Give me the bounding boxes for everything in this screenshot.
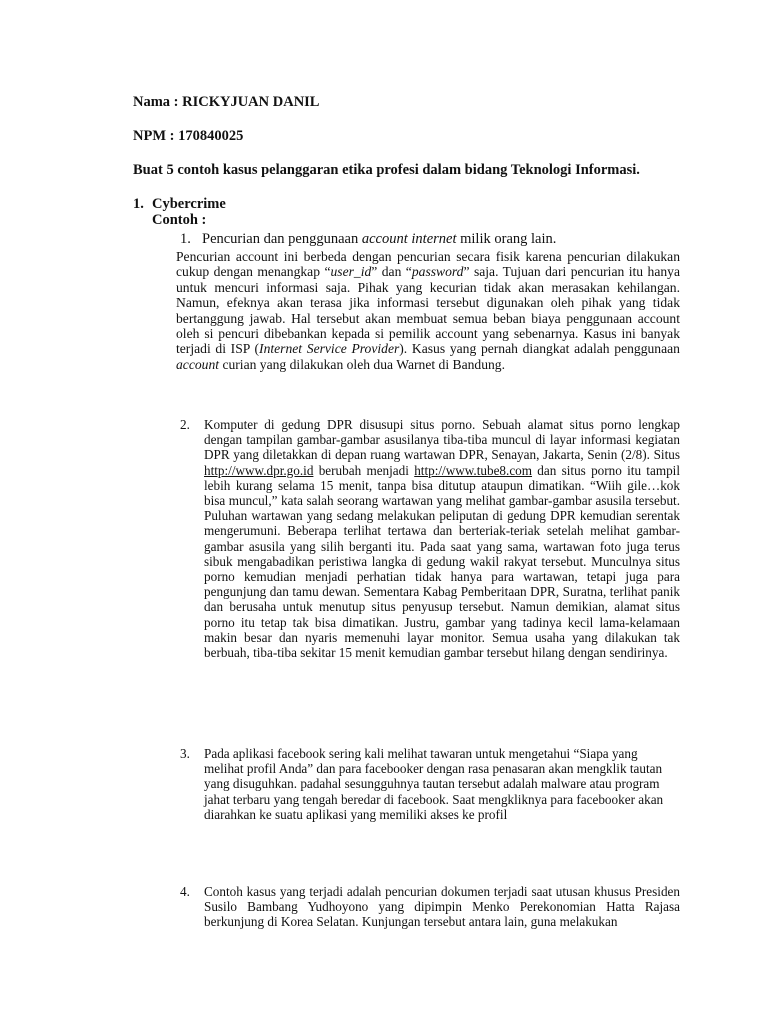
item1-body: Pencurian account ini berbeda dengan pencurian secara fisik karena pencurian dilakukan cukup dengan menangkap “user_id” dan “password” saja. Tujuan dari pencurian itu hanya untuk mencuri informasi saja. Pihak yang kecurian tidak akan merasakan kehilangan. Namun, efeknya akan terasa jika informasi tersebut digunakan oleh pihak yang tidak bertanggung jawab. Hal tersebut akan membuat semua beban biaya penggunaan account oleh si pencuri dibebankan kepada si pemilik account yang sebenarnya. Kasus ini banyak terjadi di ISP (Internet Service Provider). Kasus yang pernah diangkat adalah penggunaan account curian yang dilakukan oleh dua Warnet di Bandung. xyxy=(176,249,680,372)
section-heading xyxy=(133,196,226,213)
section-number: 1. xyxy=(133,196,144,212)
item3-number: 3. xyxy=(180,746,190,761)
item2-number: 2. xyxy=(180,417,190,432)
tube8-link[interactable]: http://www.tube8.com xyxy=(414,462,533,478)
student-name: Nama : RICKYJUAN DANIL xyxy=(133,94,320,110)
item2-body: Komputer di gedung DPR disusupi situs porno. Sebuah alamat situs porno lengkap dengan tampilan gambar-gambar asusilanya tiba-tiba muncul di layar informasi kegiatan DPR yang diletakkan di depan ruang wartawan DPR, Senayan, Jakarta, Senin (2/8). Situs http://www.dpr.go.id berubah menjadi http://www.tube8.com dan situs porno itu tampil lebih kurang selama 15 menit, tanpa bisa ditutup ataupun dimatikan. “Wiih gile…kok bisa muncul,” kata salah seorang wartawan yang melihat gambar-gambar asusila tersebut. Puluhan wartawan yang sedang melakukan peliputan di gedung DPR kemudian serentak mengerumuni. Beberapa terlihat tertawa dan berteriak-teriak setelah melihat gambar-gambar asusila yang silih berganti itu. Pada saat yang sama, wartawan foto juga terus sibuk mengabadikan peristiwa langka di gedung wakil rakyat tersebut. Munculnya situs porno kemudian menjadi perhatian tidak hanya para wartawan, tetapi juga para pengunjung dan tamu dewan. Sementara Kabag Pemberitaan DPR, Suratna, terlihat panik dan berusaha untuk menutup situs penyusup tersebut. Namun demikian, alamat situs porno itu tetap tak bisa dimatikan. Justru, gambar yang tadinya kecil lama-kelamaan makin besar dan nyaris memenuhi layar monitor. Semua usaha yang dilakukan tak berbuah, tiba-tiba sekitar 15 menit kemudian gambar tersebut hilang dengan sendirinya. xyxy=(204,417,680,661)
item1-number: 1. xyxy=(180,231,191,247)
student-npm: NPM : 170840025 xyxy=(133,128,244,144)
item3 xyxy=(176,746,680,822)
contoh-label: Contoh : xyxy=(152,212,207,228)
item4-body: Contoh kasus yang terjadi adalah pencurian dokumen terjadi saat utusan khusus Presiden Susilo Bambang Yudhoyono yang dipimpin Menko Perekonomian Hatta Rajasa berkunjung di Korea Selatan. Kunjungan tersebut antara lain, guna melakukan xyxy=(204,884,680,930)
item3-body: Pada aplikasi facebook sering kali melihat tawaran untuk mengetahui “Siapa yang melihat profil Anda” dan para facebooker dengan rasa penasaran akan mengklik tautan yang disuguhkan. padahal sesungguhnya tautan tersebut adalah malware atau program jahat terbaru yang tengah beredar di facebook. Saat mengkliknya para facebooker akan diarahkan ke suatu aplikasi yang memiliki akses ke profil xyxy=(204,746,664,822)
item4 xyxy=(176,884,680,930)
item2 xyxy=(176,417,680,660)
item1-title: 1. Pencurian dan penggunaan account internet milik orang lain. xyxy=(180,231,557,247)
assignment-title: Buat 5 contoh kasus pelanggaran etika profesi dalam bidang Teknologi Informasi. xyxy=(133,162,640,178)
item4-number: 4. xyxy=(180,884,190,899)
dpr-link[interactable]: http://www.dpr.go.id xyxy=(204,462,314,478)
section-title: Cybercrime xyxy=(152,196,226,212)
